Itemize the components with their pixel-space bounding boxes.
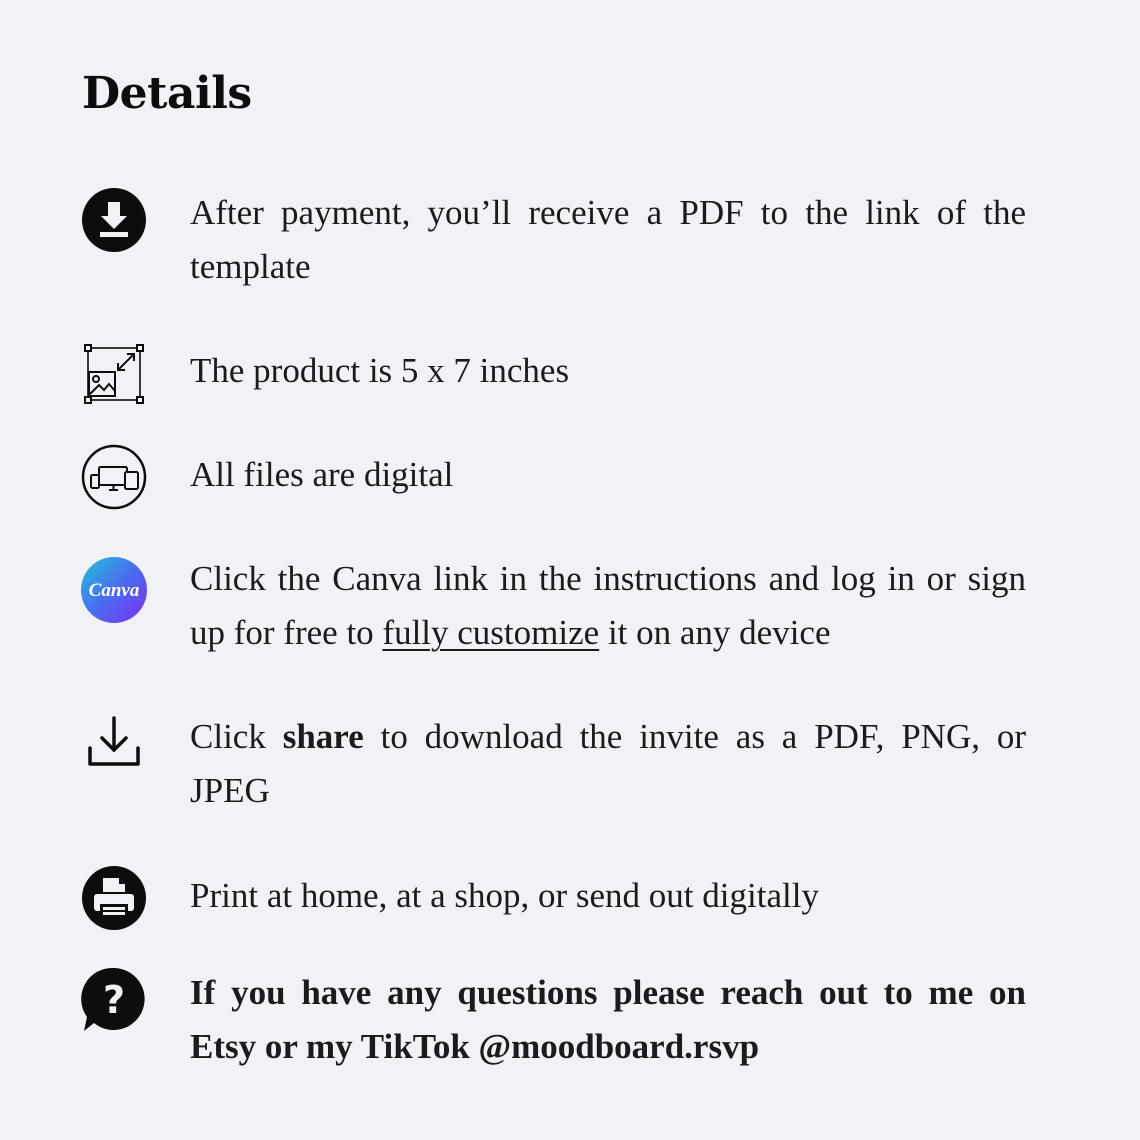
detail-text: After payment, you’ll receive a PDF to the link of the template xyxy=(190,193,1026,286)
text-after: it on any device xyxy=(599,613,831,652)
svg-text:?: ? xyxy=(102,978,126,1022)
detail-text xyxy=(190,710,1026,818)
printer-icon xyxy=(80,866,148,934)
detail-text: Print at home, at a shop, or send out digitally xyxy=(190,876,819,915)
detail-text: If you have any questions please reach out to me on Etsy or my TikTok @moodboard.rsvp xyxy=(190,973,1026,1066)
share-keyword: share xyxy=(282,717,364,756)
question-bubble-icon xyxy=(80,966,148,1034)
canva-logo-icon xyxy=(80,556,148,624)
customize-link[interactable]: fully customize xyxy=(382,613,600,652)
detail-text: The product is 5 x 7 inches xyxy=(190,351,570,390)
detail-text xyxy=(190,552,1026,660)
devices-icon xyxy=(80,444,148,512)
text-before: Click xyxy=(190,717,283,756)
detail-text: All files are digital xyxy=(190,455,454,494)
download-circle-icon xyxy=(80,186,148,254)
text-after: to download the invite as a PDF, PNG, or JPEG xyxy=(190,717,1027,810)
download-tray-icon xyxy=(80,712,148,780)
resize-image-icon xyxy=(80,344,148,412)
text-before: Click the Canva link in the instructions and log in or sign up for free to xyxy=(190,559,1026,652)
page-title: Details xyxy=(82,68,252,119)
canva-logo-text: Canva xyxy=(88,580,140,601)
